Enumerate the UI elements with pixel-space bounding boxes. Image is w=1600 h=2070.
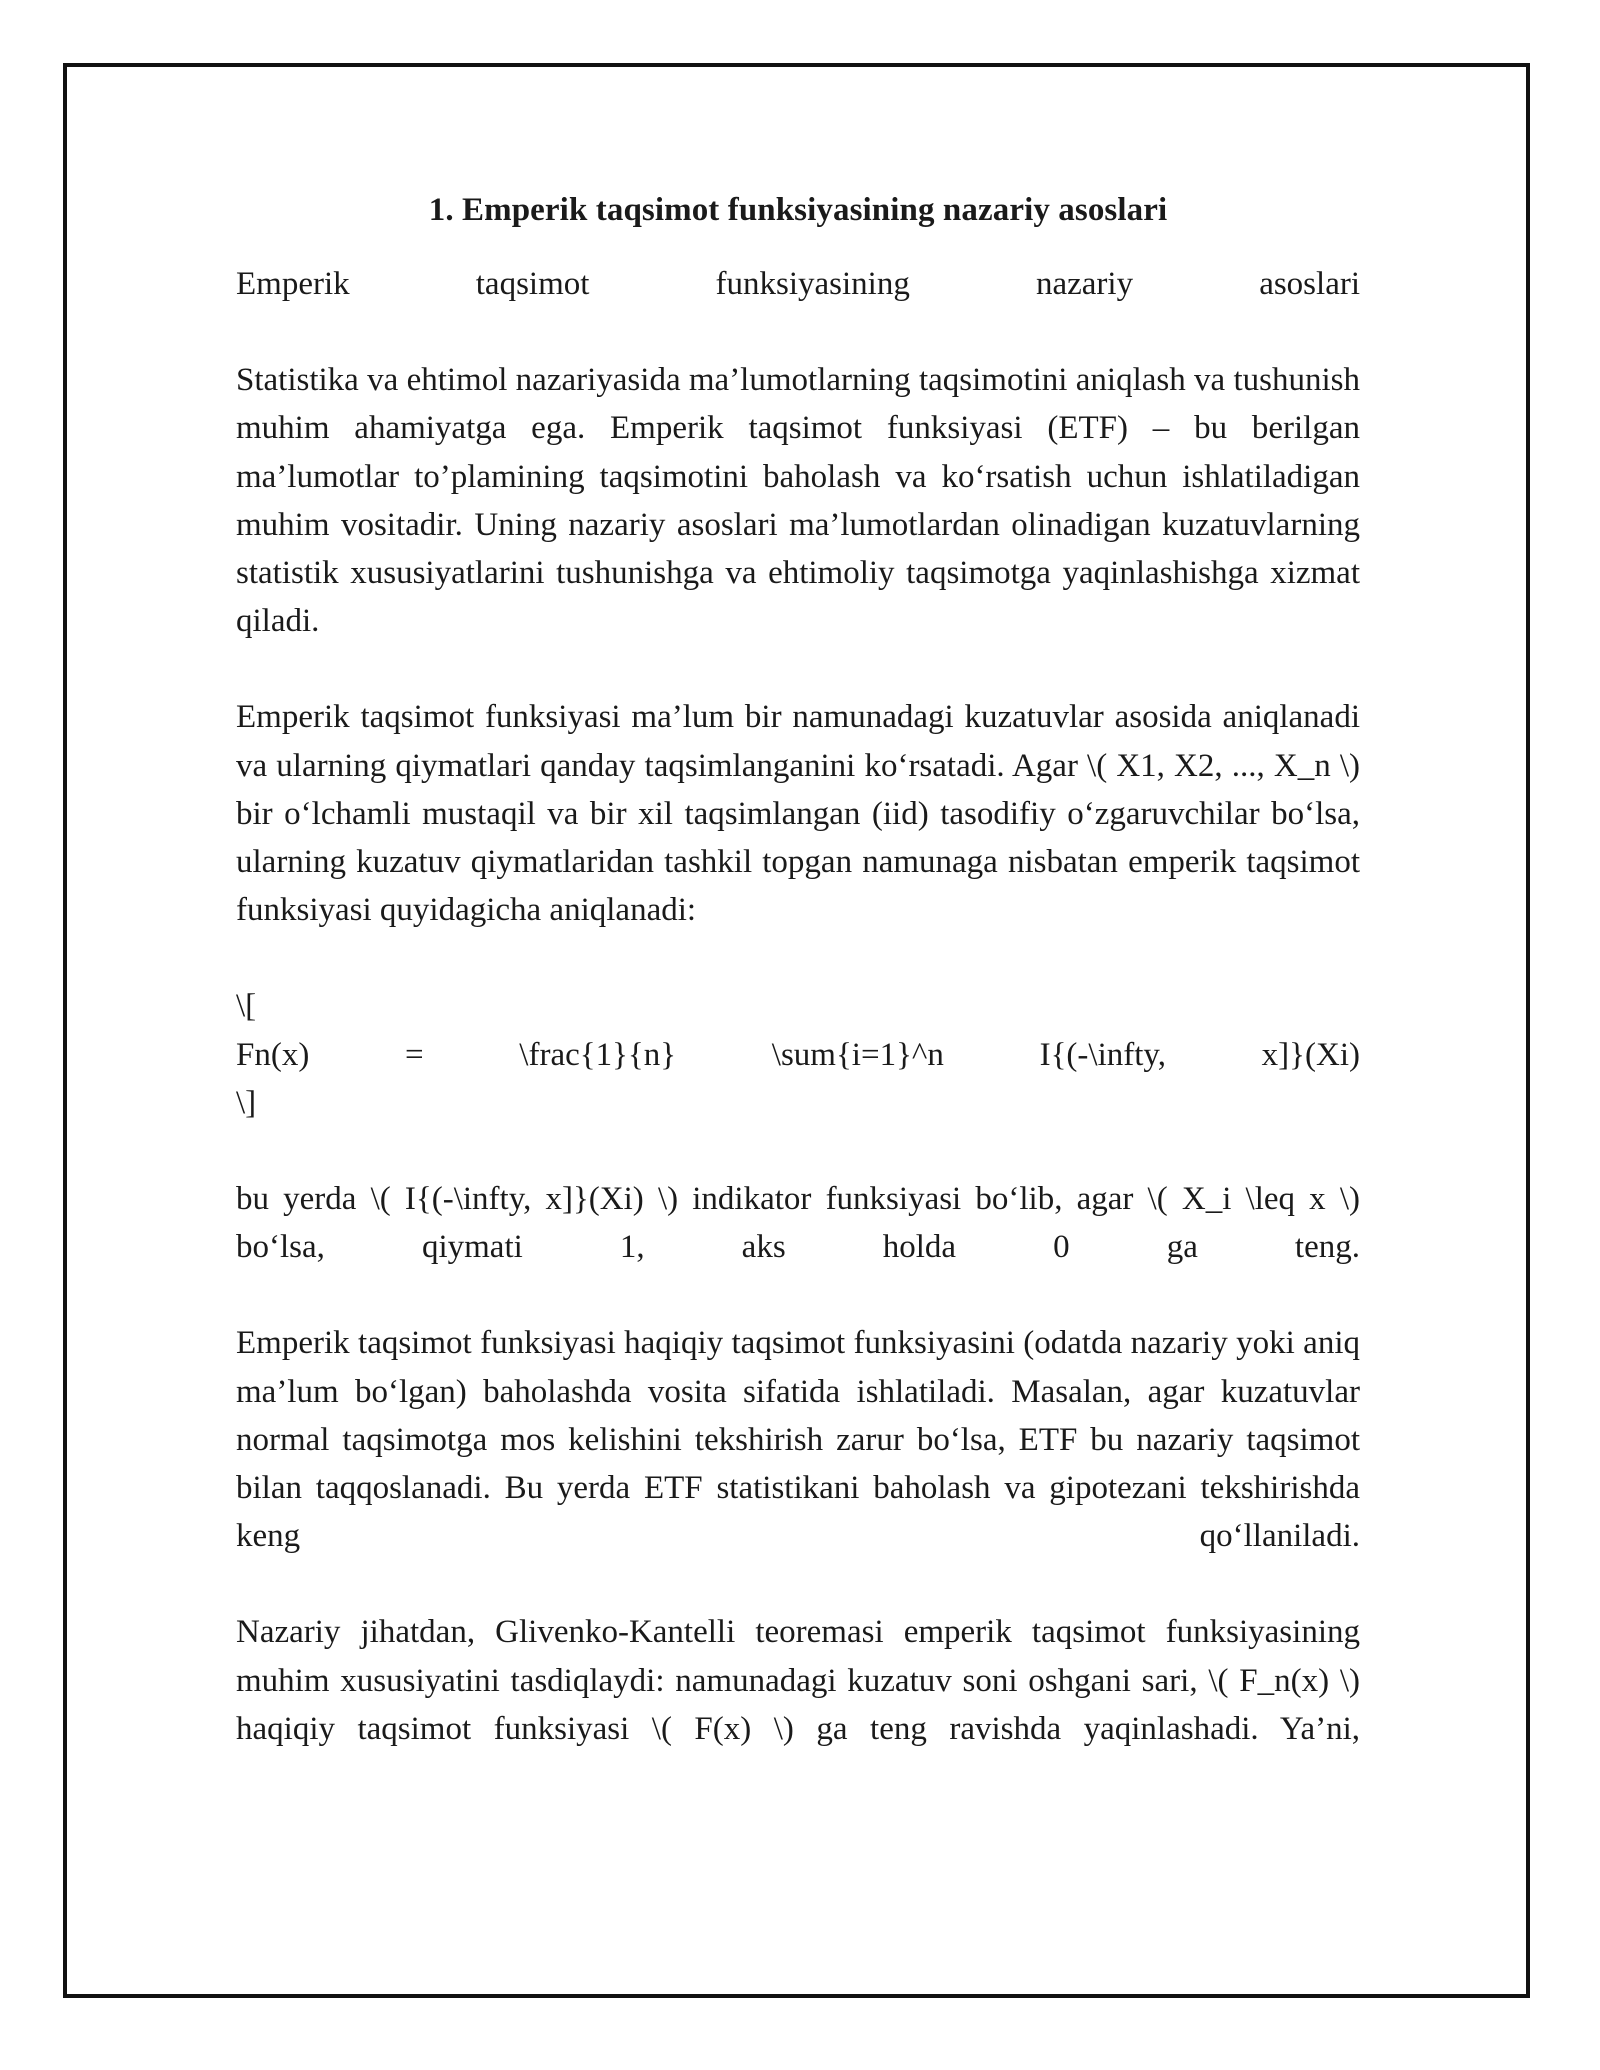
paragraph-usage: Emperik taqsimot funksiyasi haqiqiy taqsimot funksiyasini (odatda nazariy yoki aniq ma’lum bo‘lgan) baholashda vosita sifatida ishlatiladi. Masalan, agar kuzatuvlar normal taqsimotga mos kelishini tekshirish zarur bo‘lsa, ETF bu nazariy taqsimot bilan taqqoslanadi. Bu yerda ETF statistikani baholash va gipotezani tekshirishda keng qo‘llaniladi. [236,1325,1360,1555]
paragraph-indicator: bu yerda \( I{(-\infty, x]}(Xi) \) indikator funksiyasi bo‘lib, agar \( X_i \leq x \) bo‘lsa, qiymati 1, aks holda 0 ga teng. [236,1181,1360,1266]
paragraph-intro: Statistika va ehtimol nazariyasida ma’lumotlarning taqsimotini aniqlash va tushunish muhim ahamiyatga ega. Emperik taqsimot funksiyasi (ETF) – bu berilgan ma’lumotlar to’plamining taqsimotini baholash va ko‘rsatish uchun ishlatiladigan muhim vositadir. Uning nazariy asoslari ma’lumotlardan olinadigan kuzatuvlarning statistik xususiyatlarini tushunishga va ehtimoliy taqsimotga yaqinlashishga xizmat qiladi. [236,362,1360,640]
formula-expression: Fn(x) = \frac{1}{n} \sum{i=1}^n I{(-\infty, x]}(Xi) [236,1036,1360,1073]
paragraph-glivenko: Nazariy jihatdan, Glivenko-Kantelli teoremasi emperik taqsimot funksiyasining muhim xususiyatini tasdiqlaydi: namunadagi kuzatuv soni oshgani sari, \( F_n(x) \) haqiqiy taqsimot funksiyasi \( F(x) \) ga teng ravishda yaqinlashadi. Ya’ni, [236,1614,1360,1747]
paragraph-definition: Emperik taqsimot funksiyasi ma’lum bir namunadagi kuzatuvlar asosida aniqlanadi va ularning qiymatlari qanday taqsimlanganini ko‘rsatadi. Agar \( X1, X2, ..., X_n \) bir o‘lchamli mustaqil va bir xil taqsimlangan (iid) tasodifiy o‘zgaruvchilar bo‘lsa, ularning kuzatuv qiymatlaridan tashkil topgan namunaga nisbatan emperik taqsimot funksiyasi quyidagicha aniqlanadi: [236,699,1360,929]
document-body [236,186,1360,1801]
formula-block [236,982,1360,1127]
document-title: 1. Emperik taqsimot funksiyasining nazariy asoslari [428,192,1168,228]
formula-open: \[ [236,988,257,1025]
subtitle-line: Emperik taqsimot funksiyasining nazariy asoslari [236,266,1360,302]
formula-close: \] [236,1084,257,1121]
